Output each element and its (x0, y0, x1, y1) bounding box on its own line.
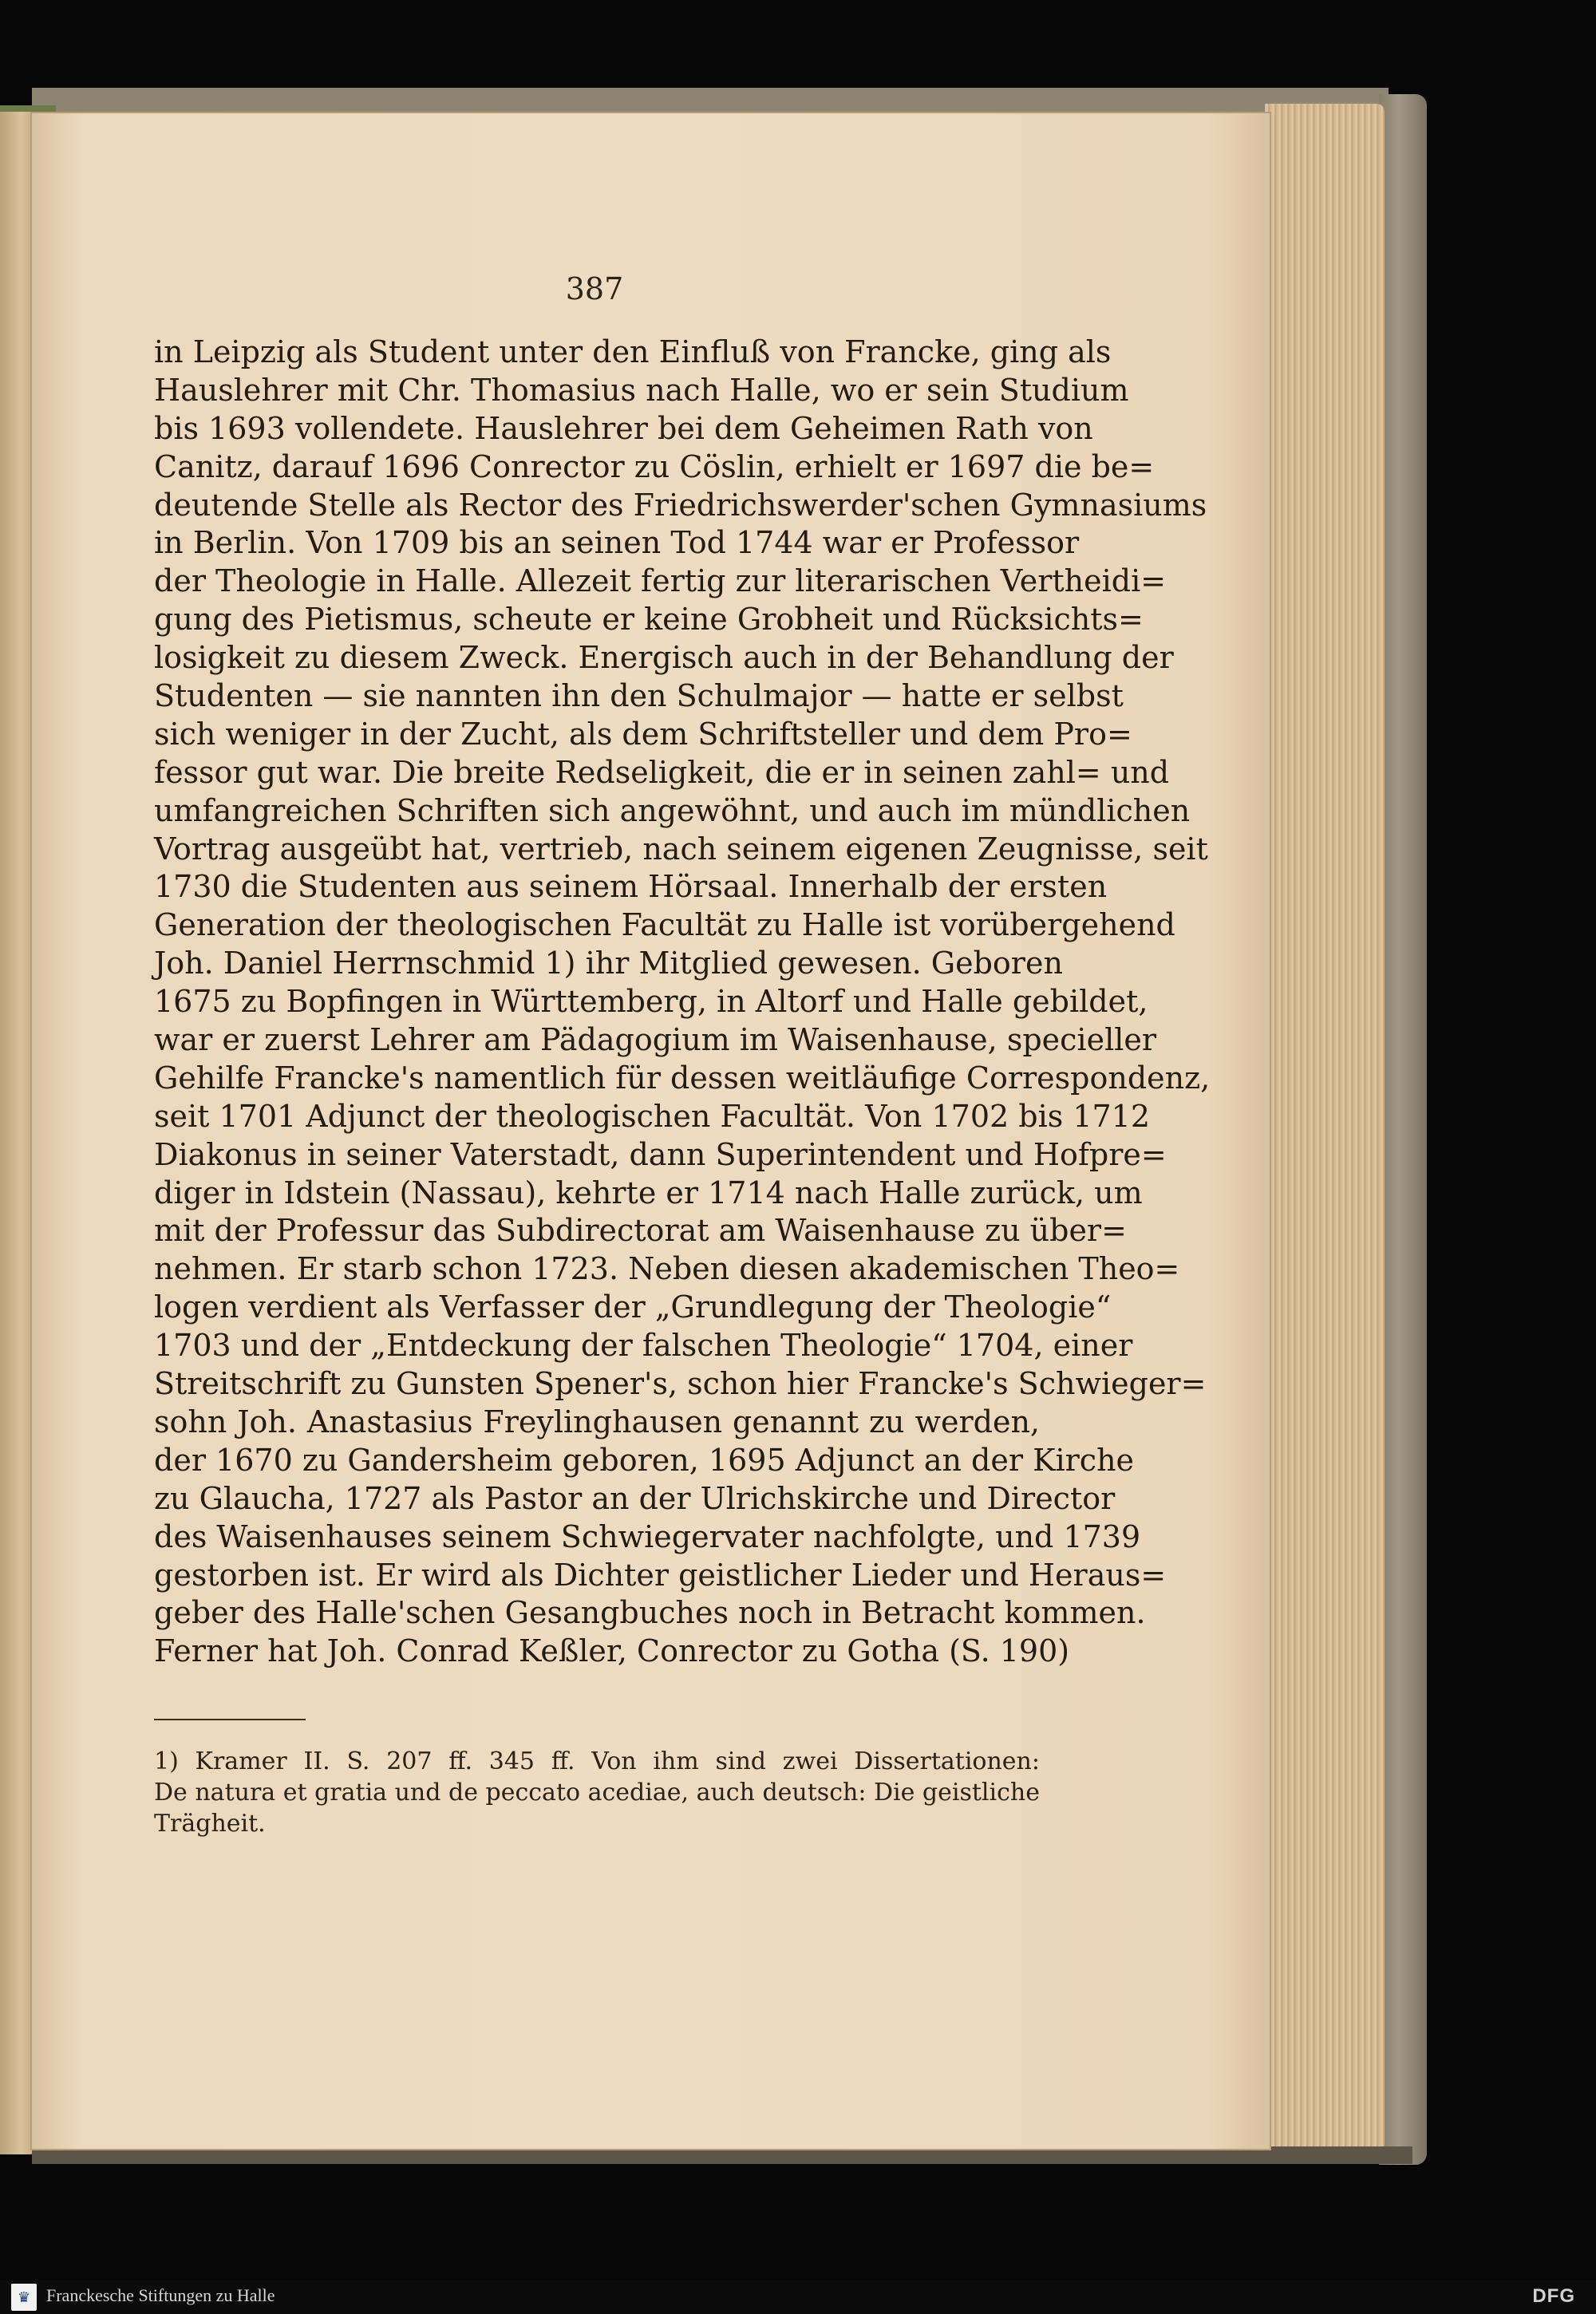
text-line: Gehilfe Francke's namentlich für dessen weitläufige Correspondenz, (154, 1060, 1211, 1096)
text-line: 1730 die Studenten aus seinem Hörsaal. Innerhalb der ersten (154, 869, 1108, 905)
page-number: 387 (565, 271, 624, 306)
text-line: sohn Joh. Anastasius Freylinghausen genannt zu werden, (154, 1404, 1040, 1439)
book-cover-right (1379, 94, 1427, 2165)
text-line: fessor gut war. Die breite Redseligkeit, die er in seinen zahl= und (154, 754, 1170, 790)
text-line: mit der Professur das Subdirectorat am Waisenhause zu über= (154, 1213, 1127, 1249)
text-line: Ferner hat Joh. Conrad Keßler, Conrector zu Gotha (S. 190) (154, 1633, 1070, 1669)
footnote-line: Trägheit. (154, 1810, 266, 1838)
footnote-line: De natura et gratia und de peccato acediae, auch deutsch: Die geistliche (154, 1779, 1040, 1807)
text-line: Studenten — sie nannten ihn den Schulmajor — hatte er selbst (154, 678, 1124, 714)
text-line: deutende Stelle als Rector des Friedrichswerder'schen Gymnasiums (154, 487, 1207, 523)
footnote-divider (154, 1719, 306, 1720)
funder-logo: DFG (1532, 2285, 1575, 2307)
text-line: der Theologie in Halle. Allezeit fertig zur literarischen Vertheidi= (154, 563, 1167, 599)
text-line: logen verdient als Verfasser der „Grundlegung der Theologie“ (154, 1289, 1112, 1325)
text-line: gestorben ist. Er wird als Dichter geistlicher Lieder und Heraus= (154, 1557, 1167, 1593)
text-line: geber des Halle'schen Gesangbuches noch in Betracht kommen. (154, 1595, 1146, 1631)
text-line: 1703 und der „Entdeckung der falschen Theologie“ 1704, einer (154, 1328, 1133, 1364)
institution-logo-icon: ♛ (11, 2284, 37, 2311)
text-line: in Leipzig als Student unter den Einfluß von Francke, ging als (154, 334, 1112, 369)
footnote-line: 1) Kramer II. S. 207 ff. 345 ff. Von ihm sind zwei Dissertationen: (154, 1747, 1040, 1775)
text-line: sich weniger in der Zucht, als dem Schriftsteller und dem Pro= (154, 716, 1132, 752)
text-line: seit 1701 Adjunct der theologischen Facultät. Von 1702 bis 1712 (154, 1098, 1151, 1134)
text-line: umfangreichen Schriften sich angewöhnt, und auch im mündlichen (154, 792, 1191, 828)
institution-credit: Franckesche Stiftungen zu Halle (46, 2285, 275, 2305)
text-line: des Waisenhauses seinem Schwiegervater nachfolgte, und 1739 (154, 1518, 1141, 1554)
footnote (154, 1746, 1040, 1839)
text-line: losigkeit zu diesem Zweck. Energisch auch in der Behandlung der (154, 640, 1174, 676)
text-line: Vortrag ausgeübt hat, vertrieb, nach seinem eigenen Zeugnisse, seit (154, 831, 1208, 867)
text-line: Streitschrift zu Gunsten Spener's, schon hier Francke's Schwieger= (154, 1366, 1207, 1402)
book-cover-top (32, 88, 1389, 115)
text-line: Hauslehrer mit Chr. Thomasius nach Halle, wo er sein Studium (154, 372, 1129, 408)
text-line: Diakonus in seiner Vaterstadt, dann Superintendent und Hofpre= (154, 1136, 1167, 1172)
page-stack-edges (1265, 104, 1385, 2158)
text-line: nehmen. Er starb schon 1723. Neben diesen akademischen Theo= (154, 1251, 1180, 1287)
text-line: bis 1693 vollendete. Hauslehrer bei dem Geheimen Rath von (154, 410, 1093, 446)
text-line: war er zuerst Lehrer am Pädagogium im Waisenhause, specieller (154, 1022, 1157, 1058)
text-line: Joh. Daniel Herrnschmid 1) ihr Mitglied gewesen. Geboren (154, 946, 1063, 981)
text-line: 1675 zu Bopfingen in Württemberg, in Altorf und Halle gebildet, (154, 984, 1148, 1020)
text-line: Generation der theologischen Facultät zu Halle ist vorübergehend (154, 907, 1175, 943)
text-line: in Berlin. Von 1709 bis an seinen Tod 1744 war er Professor (154, 525, 1080, 561)
text-line: zu Glaucha, 1727 als Pastor an der Ulrichskirche und Director (154, 1480, 1116, 1516)
text-line: der 1670 zu Gandersheim geboren, 1695 Adjunct an der Kirche (154, 1442, 1135, 1478)
text-line: gung des Pietismus, scheute er keine Grobheit und Rücksichts= (154, 602, 1144, 638)
text-line: Canitz, darauf 1696 Conrector zu Cöslin, erhielt er 1697 die be= (154, 448, 1155, 484)
body-text (154, 334, 1211, 1671)
text-line: diger in Idstein (Nassau), kehrte er 1714 nach Halle zurück, um (154, 1175, 1143, 1210)
